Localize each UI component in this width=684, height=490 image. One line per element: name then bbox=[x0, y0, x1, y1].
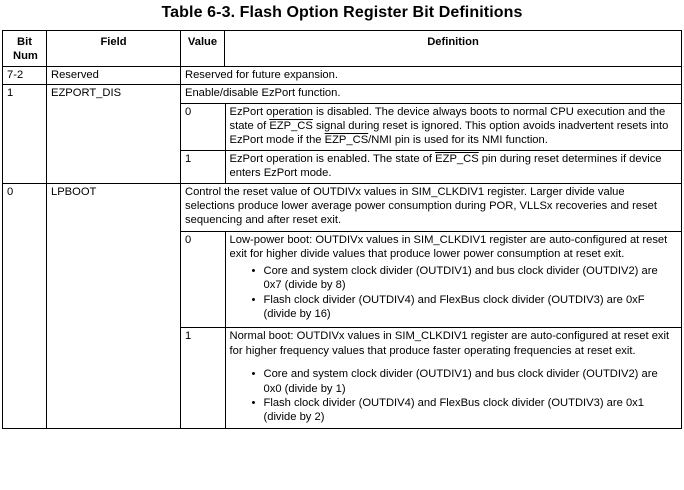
bit-cell: 1 bbox=[3, 85, 47, 183]
value-definition bbox=[225, 231, 681, 327]
bullet-list bbox=[230, 264, 678, 322]
ezp-cs-signal: EZP_CS bbox=[435, 152, 479, 165]
field-cell: Reserved bbox=[47, 66, 181, 84]
ezp-cs-signal: EZP_CS bbox=[269, 120, 313, 133]
list-item: • Core and system clock divider (OUTDIV1) and bus clock divider (OUTDIV2) are 0x0 (divide by 1) bbox=[264, 367, 678, 396]
table-row bbox=[3, 66, 682, 84]
value-definition bbox=[225, 328, 681, 428]
field-cell: EZPORT_DIS bbox=[47, 85, 181, 183]
value-row bbox=[181, 231, 681, 327]
value-row bbox=[181, 328, 681, 428]
value-row bbox=[181, 150, 681, 182]
list-item: • Core and system clock divider (OUTDIV1) and bus clock divider (OUTDIV2) are 0x7 (divide by 8) bbox=[264, 264, 678, 293]
bit-cell: 7-2 bbox=[3, 66, 47, 84]
lpboot-definition bbox=[181, 183, 682, 428]
definition-text: Enable/disable EzPort function. bbox=[185, 87, 341, 100]
header-value: Value bbox=[181, 31, 225, 67]
definition-text: Control the reset value of OUTDIVx values in SIM_CLKDIV1 register. Larger divide value selections produce lower average power consumption during POR, VLLSx recoveries and reset sequencing and after reset exit. bbox=[185, 185, 657, 227]
table-row bbox=[3, 183, 682, 428]
list-item: • Flash clock divider (OUTDIV4) and FlexBus clock divider (OUTDIV3) are 0x1 (divide by 2) bbox=[264, 396, 678, 425]
definition-cell: Reserved for future expansion. bbox=[181, 66, 682, 84]
bullet-list bbox=[230, 367, 678, 425]
value-row bbox=[181, 103, 681, 150]
list-item: • Flash clock divider (OUTDIV4) and FlexBus clock divider (OUTDIV3) are 0xF (divide by 16) bbox=[264, 293, 678, 322]
value-cell: 1 bbox=[181, 150, 225, 182]
value-definition: EzPort operation is enabled. The state of EZP_CS pin during reset determines if device enters EzPort mode. bbox=[225, 150, 681, 182]
field-cell: LPBOOT bbox=[47, 183, 181, 428]
value-cell: 0 bbox=[181, 231, 225, 327]
value-subtable bbox=[181, 231, 681, 428]
value-cell: 1 bbox=[181, 328, 225, 428]
ezp-cs-signal: EZP_CS bbox=[324, 134, 369, 147]
value-cell: 0 bbox=[181, 103, 225, 150]
value-text: Low-power boot: OUTDIVx values in SIM_CLKDIV1 register are auto-configured at reset exit for higher divide values that produce lower power consumption at reset exit. bbox=[229, 233, 668, 261]
value-definition: EzPort operation is disabled. The device always boots to normal CPU execution and the state of EZP_CS signal during reset is ignored. This option avoids inadvertent resets into EzPort mode if the EZP_CS/NMI pin is used for its NMI function. bbox=[225, 103, 681, 150]
table-title: Table 6-3. Flash Option Register Bit Definitions bbox=[161, 4, 523, 21]
value-text: Normal boot: OUTDIVx values in SIM_CLKDIV1 register are auto-configured at reset exit for higher frequency values that produce faster operating frequencies at reset exit. bbox=[229, 330, 670, 357]
bit-cell: 0 bbox=[3, 183, 47, 428]
bit-definitions-table bbox=[2, 30, 682, 429]
header-definition: Definition bbox=[225, 31, 682, 67]
header-row bbox=[3, 31, 682, 67]
header-field: Field bbox=[47, 31, 181, 67]
header-bit-num: Bit Num bbox=[3, 31, 47, 67]
value-subtable bbox=[181, 103, 681, 183]
table-row bbox=[3, 85, 682, 183]
ezport-definition bbox=[181, 85, 682, 183]
